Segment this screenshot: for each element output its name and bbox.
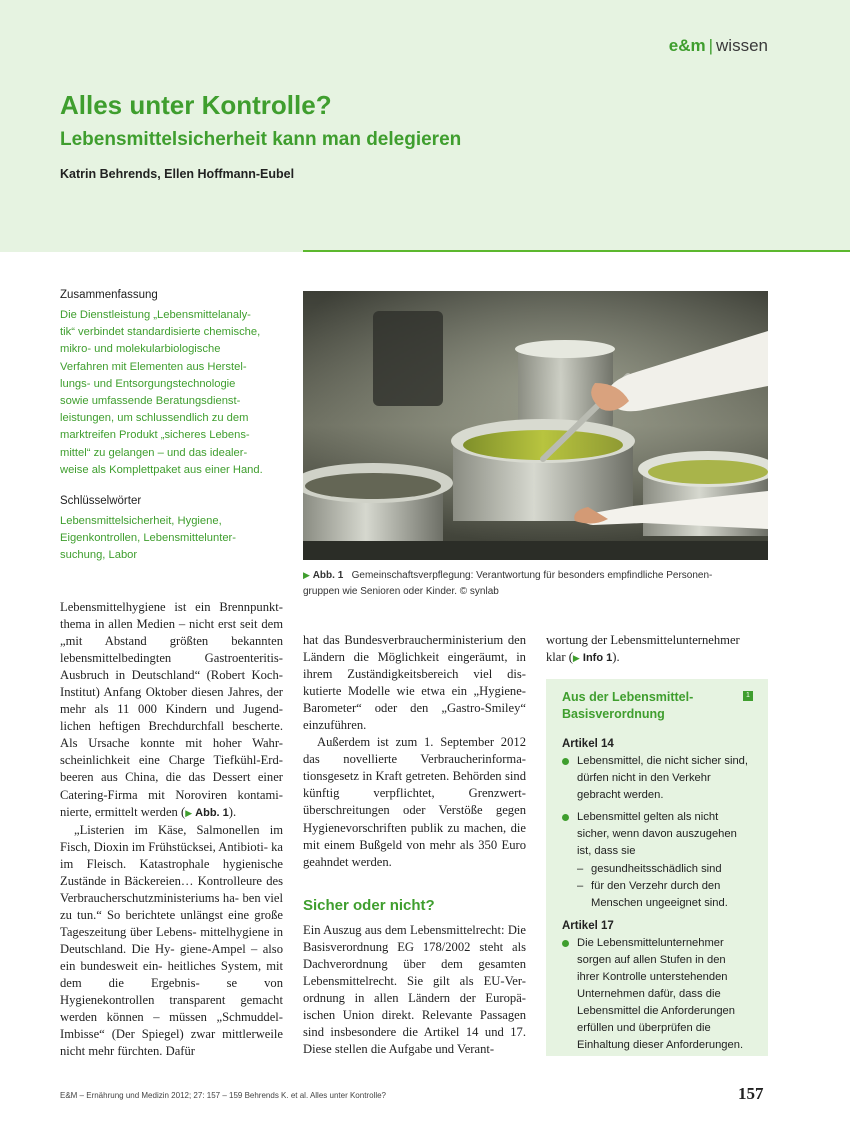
info-box-title: Aus der Lebensmittel-Basisverordnung <box>562 690 694 721</box>
text-line: als Dachverordnung über dem gesamten <box>303 940 526 972</box>
text-line: die mit einem Bußgeld von mehr als 350 <box>303 820 526 852</box>
caption-text: Gemeinschaftsverpflegung: Verantwortung für besonders empfindliche Personen- <box>351 570 713 581</box>
text-line: nierte, ermittelt werden ( <box>60 804 186 819</box>
abstract-heading: Zusammenfassung <box>60 289 158 301</box>
text-line: Institut) Anfang Oktober diesen Jahres, <box>60 685 263 700</box>
text-line: Ein Auszug aus dem Lebensmittelrecht: <box>303 923 505 937</box>
text-line: des Verbraucherschutzministeriums ha- <box>60 873 283 905</box>
info-reference-link[interactable] <box>573 652 612 664</box>
abstract-line: lungs- und Entsorgungstechnologie <box>60 377 236 390</box>
figure-marker-icon: ▶ <box>303 570 310 580</box>
footer-citation: E&M – Ernährung und Medizin 2012; 27: 157 – 159 Behrends K. et al. Alles unter Kontrolle? <box>60 1091 386 1100</box>
abstract-line: Verfahren mit Elementen aus Herstel- <box>60 360 247 373</box>
keywords-line: Lebensmittelsicherheit, Hygiene, <box>60 515 222 527</box>
text-line: ). <box>612 650 620 665</box>
text-line: scheinlichkeit eine Charge Tiefkühl-Erd- <box>60 753 283 768</box>
list-line: ihrer Kontrolle unterstehenden <box>577 971 728 984</box>
abstract-line: sowie umfassende Beratungsdienst- <box>60 395 241 408</box>
list-item <box>562 935 762 1055</box>
sub-list-item <box>562 878 762 912</box>
abstract-line: Die Dienstleistung „Lebensmittelanaly- <box>60 309 251 321</box>
figure-label: Abb. 1 <box>312 570 344 581</box>
article-subtitle: Lebensmittelsicherheit kann man delegieren <box>60 129 462 150</box>
list-line: gebracht werden. <box>577 789 664 802</box>
journal-brand <box>669 36 768 56</box>
keywords-heading: Schlüsselwörter <box>60 495 142 507</box>
text-line: Lebensmittelrecht. Sie gilt als EU-Ver- <box>303 974 526 989</box>
sub-list-item <box>562 861 762 878</box>
text-line: lebensmittelbedingten Gastroenteritis- <box>60 651 283 666</box>
text-line: Euro geahndet werden. <box>303 837 526 869</box>
paragraph <box>60 599 283 822</box>
text-line: sind künftig verpflichtet, Grenzwert- <box>303 769 526 801</box>
abstract-line: leistungen, um schlussendlich zu dem <box>60 412 249 425</box>
bullet-icon <box>562 758 569 765</box>
figure-caption <box>303 568 768 599</box>
section-heading: Sicher oder nicht? <box>303 897 435 914</box>
abstract-line: mittel“ zu gelangen – und das idealer- <box>60 446 248 459</box>
arrow-icon: ▶ <box>572 653 580 664</box>
list-line: erfüllen und überprüfen die <box>577 1022 711 1035</box>
text-line: klar ( <box>546 650 573 665</box>
dash-icon: – <box>577 862 584 875</box>
paragraph <box>60 822 283 1061</box>
text-line: mittlerweile nicht mehr fürchten. Dafür <box>60 1027 283 1059</box>
text-line: tionsgesetz in Kraft getreten. Behörden <box>303 769 502 784</box>
text-line: Lebensmittelhygiene ist ein Brennpunkt- <box>60 600 283 614</box>
text-line: ischen Union direkt. Relevante Passagen <box>303 1008 526 1023</box>
text-line: wortung der Lebensmittelunternehmer <box>546 633 740 647</box>
keywords-text <box>60 513 290 565</box>
text-line: hat das Bundesverbraucherministerium <box>303 633 504 647</box>
arrow-icon: ▶ <box>185 807 193 818</box>
info-box <box>546 679 768 1056</box>
abstract-line: tik“ verbindet standardisierte chemische, <box>60 326 261 339</box>
list-line: sicher, wenn davon auszugehen <box>577 828 737 841</box>
list-item <box>562 809 762 860</box>
header-rule <box>303 250 850 252</box>
text-line: sind insbesondere die Artikel 14 und 17. <box>303 1025 526 1040</box>
text-line: Ausbruch in Deutschland“ (Robert Koch- <box>60 668 283 683</box>
figure-reference-link[interactable] <box>185 807 229 819</box>
paragraph <box>546 649 769 667</box>
abstract-text <box>60 307 290 479</box>
figure-reference-label: Abb. 1 <box>195 806 229 819</box>
paragraph <box>303 922 526 1058</box>
text-line: se von Hygienekontrollen transparent <box>60 976 283 1008</box>
text-line: ka im Fleisch. Katastrophale hygienische <box>60 839 283 871</box>
caption-line-1 <box>303 568 768 584</box>
paragraph <box>303 734 526 870</box>
list-line: Lebensmittel gelten als nicht <box>577 811 719 824</box>
text-line: gemacht werden können – müssen <box>60 993 283 1025</box>
text-line: Als Ursache konnte mit hoher Wahr- <box>60 736 283 751</box>
text-line: den Ländern die Möglichkeit eingeräumt, <box>303 633 526 665</box>
keywords-line: Eigenkontrollen, Lebensmittelunter- <box>60 532 236 545</box>
text-line: mittelhygiene in Deutschland. Die Hy- <box>60 924 283 956</box>
text-line: in ihrem Zuständigkeitsbereich viel dis- <box>303 650 526 682</box>
paragraph <box>546 632 769 649</box>
body-column-3 <box>546 632 769 667</box>
abstract-line: mikro- und molekularbiologische <box>60 343 221 356</box>
text-line: beeren aus China, die das Dessert einer <box>60 770 283 785</box>
list-line: Menschen ungeeignet sind. <box>591 896 728 909</box>
paragraph <box>303 632 526 734</box>
body-column-2-continued <box>303 922 526 1058</box>
text-line: Fisch, Dioxin im Frühstücksei, Antibioti- <box>60 839 268 854</box>
list-line: sorgen auf allen Stufen in den <box>577 953 726 966</box>
text-line: ). <box>228 804 237 819</box>
text-line: Zustände in Bäckereien… Kontrolleure <box>60 873 263 888</box>
bullet-icon <box>562 940 569 947</box>
article-title: Alles unter Kontrolle? <box>60 90 332 120</box>
text-line: giene-Ampel – also ein bundesweit ein- <box>60 941 283 973</box>
brand-section: wissen <box>716 36 768 55</box>
page-number: 157 <box>738 1084 764 1103</box>
brand-separator: | <box>708 36 714 55</box>
list-line: dürfen nicht in den Verkehr <box>577 772 711 785</box>
article-heading: Artikel 17 <box>562 919 614 932</box>
text-line: heitliches System, mit dem die Ergebnis- <box>60 958 283 991</box>
text-line: Catering-Firma mit Noroviren kontami- <box>60 787 283 802</box>
text-line: Diese stellen die Aufgabe und Verant- <box>303 1042 495 1057</box>
list-line: ist, dass sie <box>577 845 636 858</box>
abstract-line: marktreifen Produkt „sicheres Lebens- <box>60 429 250 442</box>
article-heading: Artikel 14 <box>562 738 614 750</box>
dash-icon: – <box>577 879 584 892</box>
list-line: Einhaltung dieser Anforderungen. <box>577 1039 744 1052</box>
text-line: „Listerien im Käse, Salmonellen im <box>74 822 283 837</box>
text-line: überschreitungen oder Verstöße gegen <box>303 803 526 818</box>
text-line: der mehr als 11 000 Kindern und Jugend- <box>60 685 284 717</box>
text-line: Hygienevorschriften publik zu machen, <box>303 820 507 835</box>
info-reference-label: Info 1 <box>582 652 613 665</box>
list-line: Lebensmittel, die nicht sicher sind, <box>577 755 749 767</box>
text-line: lichen heftigen Brechdurchfall bescherte. <box>60 719 283 734</box>
list-item <box>562 753 762 804</box>
text-line: eine große Tageszeitung über Lebens- <box>60 907 283 939</box>
kitchen-photo <box>303 291 768 560</box>
text-line: Die Basisverordnung EG 178/2002 steht <box>303 923 527 955</box>
caption-line-2: gruppen wie Senioren oder Kinder. © synlab <box>303 585 499 597</box>
keywords-line: suchung, Labor <box>60 549 138 562</box>
text-line: Barometer“ oder den „Gastro-Smiley“ <box>303 701 526 716</box>
text-line: das novellierte Verbraucherinforma- <box>303 752 526 767</box>
list-line: gesundheitsschädlich sind <box>591 862 722 875</box>
text-line: einzuführen. <box>303 718 367 733</box>
body-column-2 <box>303 632 526 871</box>
text-line: kutierte Modelle wie etwa ein „Hygiene- <box>303 684 526 699</box>
text-line: Außerdem ist zum 1. September 2012 <box>317 735 526 750</box>
article-authors: Katrin Behrends, Ellen Hoffmann-Eubel <box>60 167 295 181</box>
list-line: für den Verzehr durch den <box>591 879 721 892</box>
brand-logo: e&m <box>668 36 706 55</box>
text-line: ben viel zu tun.“ So berichtete unlängst <box>60 890 284 922</box>
text-line: „Schmuddel-Imbisse“ (Der Spiegel) zwar <box>60 1010 283 1042</box>
abstract-line: weise als Komplettpaket aus einer Hand. <box>60 463 263 476</box>
text-line: dem „mit Abstand größten bekannten <box>60 617 284 649</box>
info-number-badge: 1 <box>743 691 753 701</box>
bullet-icon <box>562 814 569 821</box>
list-line: Die Lebensmittelunternehmer <box>577 936 724 949</box>
text-line: ordnung in allen Ländern der Europä- <box>303 991 526 1006</box>
text-line: thema in allen Medien – nicht erst seit <box>60 617 258 632</box>
body-column-1 <box>60 599 283 1060</box>
list-line: Lebensmittel die Anforderungen <box>577 1005 735 1018</box>
list-line: Unternehmen dafür, dass die <box>577 988 721 1001</box>
